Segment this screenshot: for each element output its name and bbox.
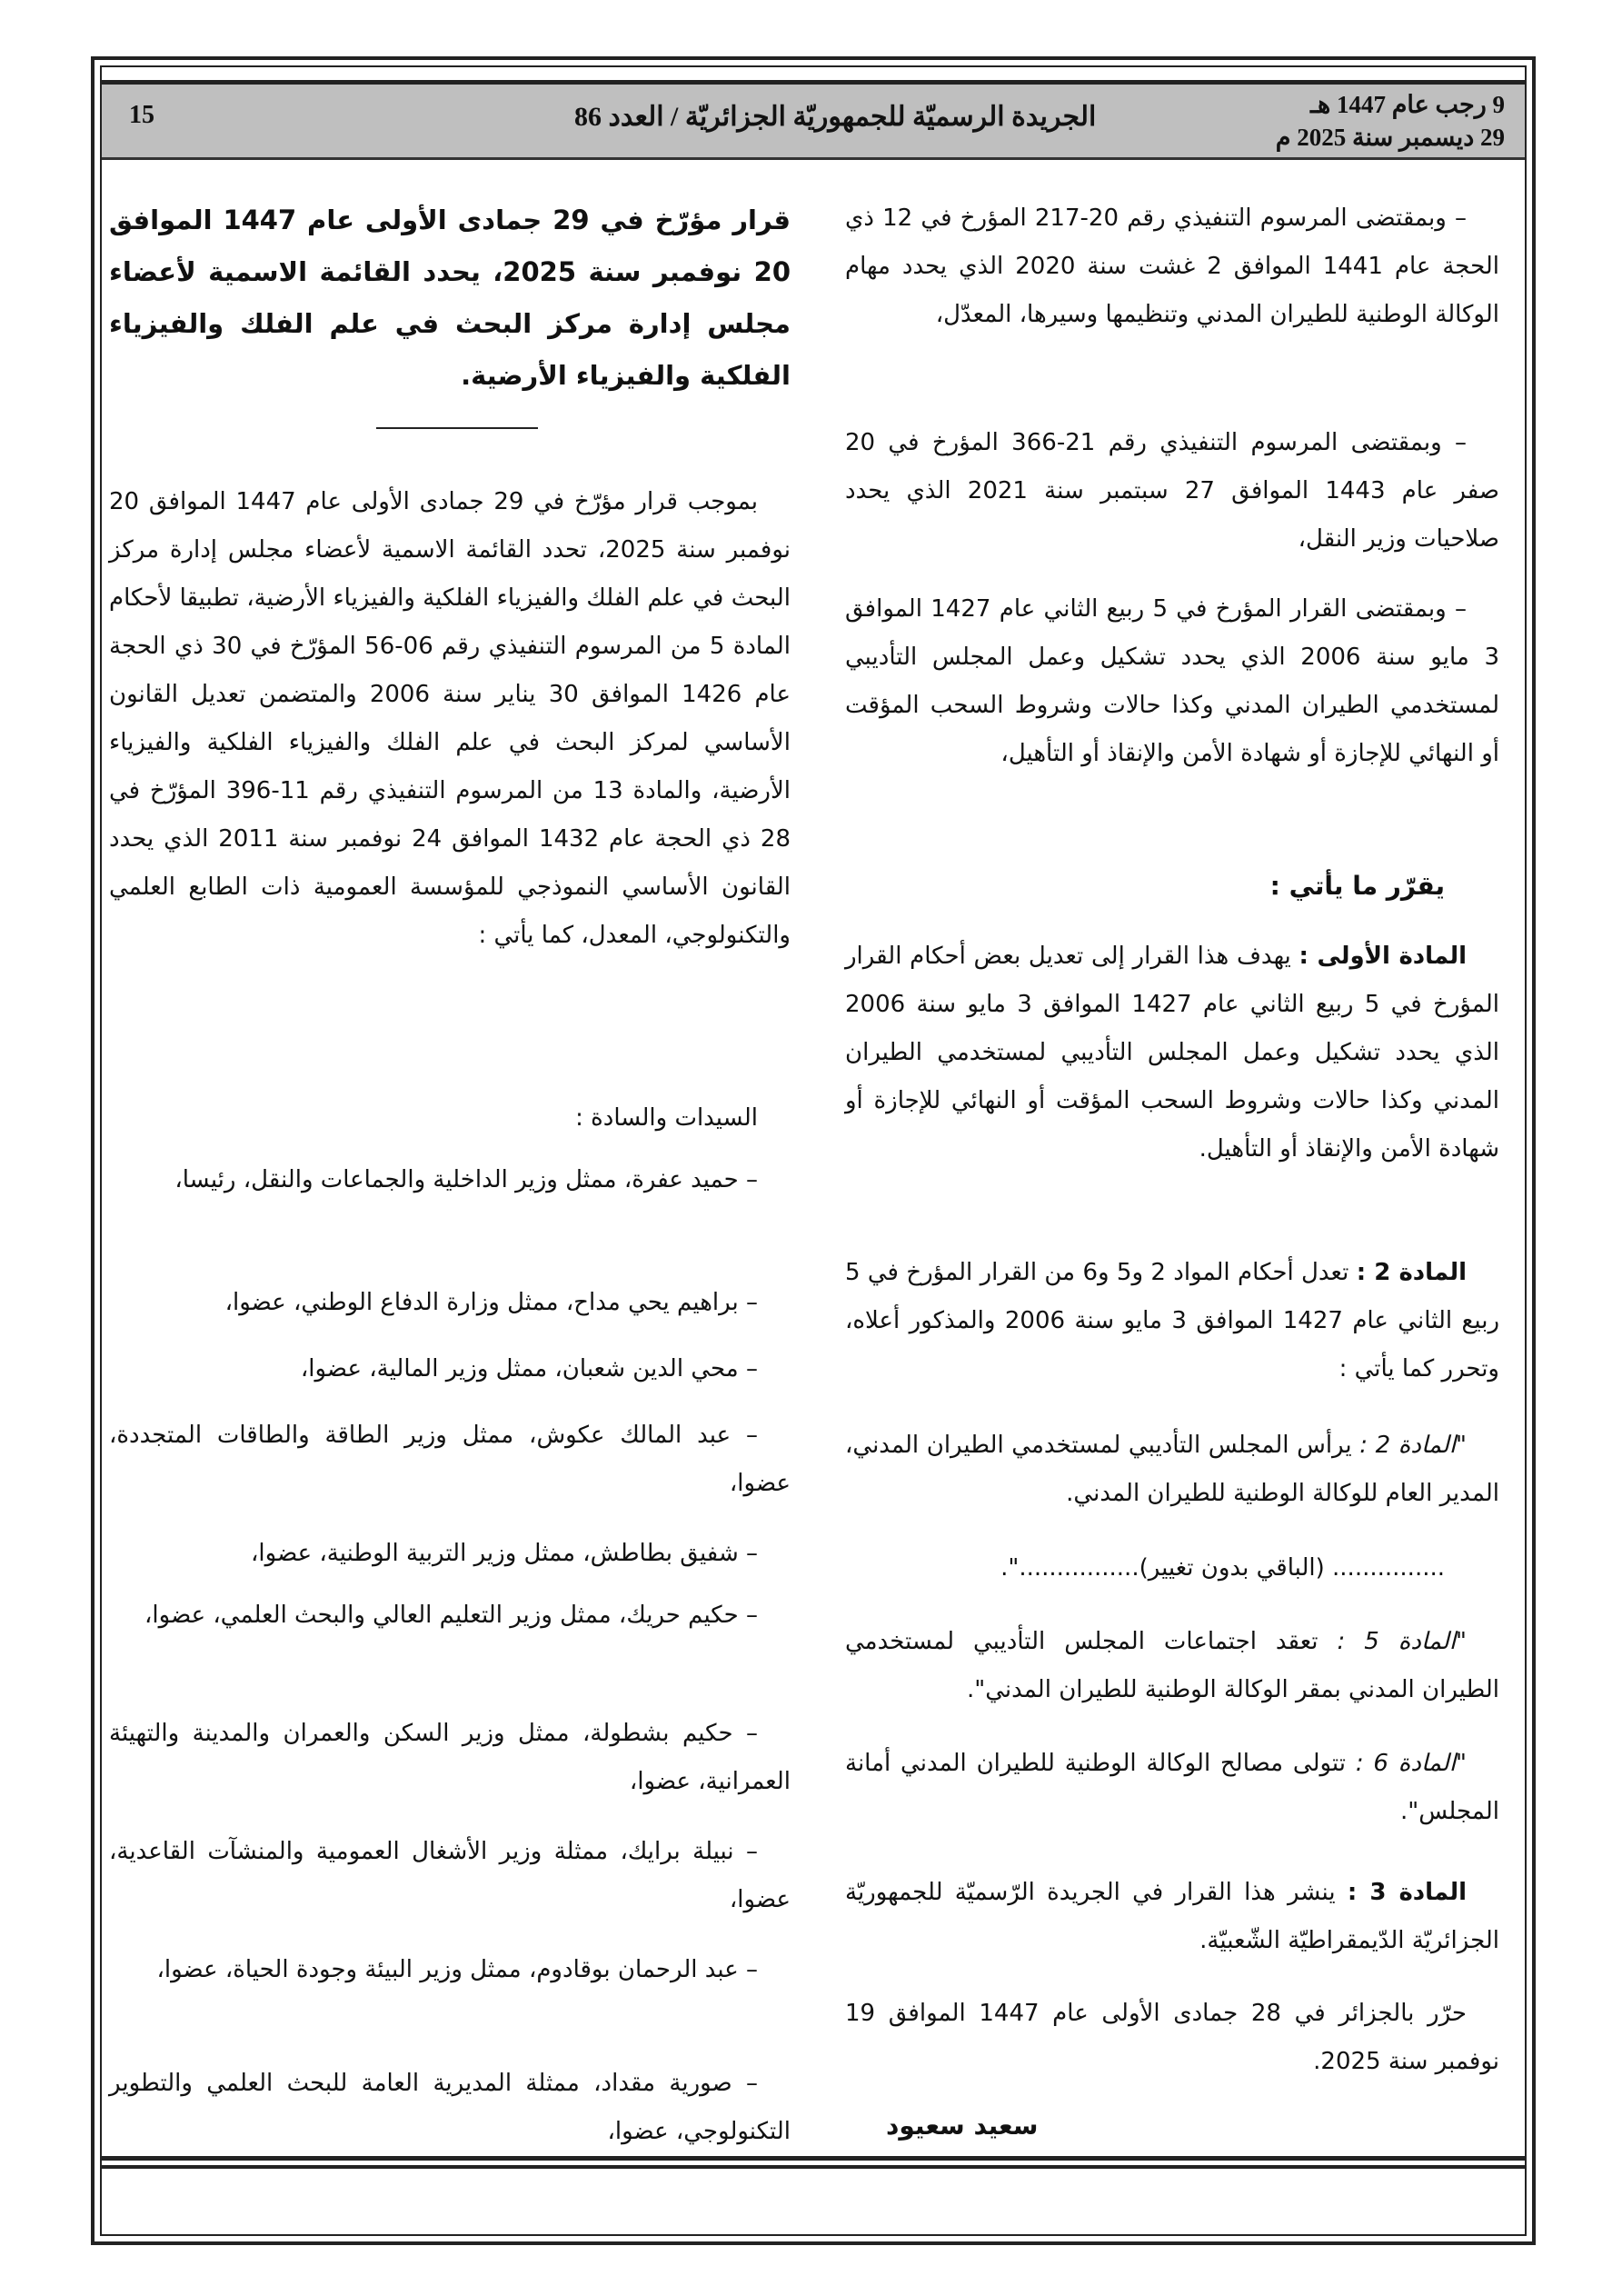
- member-item: – شفيق بطاطش، ممثل وزير التربية الوطنية، عضوا،: [251, 1540, 758, 1567]
- quoted-article-2-label: "المادة 2 :: [1359, 1432, 1467, 1459]
- page-number: 15: [129, 101, 154, 129]
- member-item: – عبد المالك عكوش، ممثل وزير الطاقة والطاقات المتجددة، عضوا،: [109, 1422, 791, 1497]
- article-2: [845, 1249, 1499, 1393]
- quoted-article-6: [845, 1740, 1499, 1836]
- quoted-article-2: [845, 1422, 1499, 1518]
- signature-name: سعيد سعيود: [886, 2111, 1039, 2141]
- bottom-double-rule: [100, 2165, 1527, 2169]
- quoted-article-6-label: "المادة 6 :: [1355, 1750, 1468, 1777]
- article-1: [845, 933, 1499, 1173]
- member-item: – محي الدين شعبان، ممثل وزير المالية، عضوا،: [300, 1355, 758, 1383]
- article-2-label: المادة 2 :: [1356, 1259, 1468, 1286]
- article-3-label: المادة 3 :: [1347, 1879, 1468, 1906]
- member-item: – حكيم حريك، ممثل وزير التعليم العالي والبحث العلمي، عضوا،: [144, 1602, 758, 1629]
- gazette-header: [102, 80, 1525, 160]
- article-2-text: تعدل أحكام المواد 2 و5 و6 من القرار المؤرخ في 5 ربيع الثاني عام 1427 الموافق 3 مايو سنة 2006 والمذكور أعلاه، وتحرر كما يأتي :: [845, 1259, 1499, 1383]
- quoted-article-6-text: تتولى مصالح الوكالة الوطنية للطيران المدني أمانة المجلس".: [845, 1750, 1499, 1825]
- decision-body: بموجب قرار مؤرّخ في 29 جمادى الأولى عام 1447 الموافق 20 نوفمبر سنة 2025، تحدد القائمة الاسمية لأعضاء مجلس إدارة مركز البحث في علم الفلك والفيزياء الفلكية والفيزياء الأرضية، تطبيقا لأحكام المادة 5 من المرسوم التنفيذي رقم 06-56 المؤرّخ في 30 ذي الحجة عام 1426 الموافق 30 يناير سنة 2006 والمتضمن تعديل القانون الأساسي لمركز البحث في علم الفلك والفيزياء الفلكية والفيزياء الأرضية، والمادة 13 من المرسوم التنفيذي رقم 11-396 المؤرّخ في 28 ذي الحجة عام 1432 الموافق 24 نوفمبر سنة 2011 الذي يحدد القانون الأساسي النموذجي للمؤسسة العمومية ذات الطابع العلمي والتكنولوجي، المعدل، كما يأتي :: [109, 488, 791, 949]
- member-item: – حميد عفرة، ممثل وزير الداخلية والجماعات والنقل، رئيسا،: [174, 1166, 758, 1193]
- remainder-unchanged: ............... (الباقي بدون تغيير)................".: [1000, 1554, 1445, 1582]
- member-item: – براهيم يحي مداح، ممثل وزارة الدفاع الوطني، عضوا،: [224, 1289, 758, 1316]
- quoted-article-5-label: "المادة 5 :: [1337, 1628, 1468, 1655]
- member-item: – عبد الرحمان بوقادوم، ممثل وزير البيئة وجودة الحياة، عضوا،: [156, 1956, 758, 1983]
- member-item: – صورية مقداد، ممثلة المديرية العامة للبحث العلمي والتطوير التكنولوجي، عضوا،: [109, 2070, 791, 2145]
- paragraph-decree-20-217: – وبمقتضى المرسوم التنفيذي رقم 20-217 المؤرخ في 12 ذي الحجة عام 1441 الموافق 2 غشت سنة 2020 الذي يحدد مهام الوكالة الوطنية للطيران المدني وتنظيمها وسيرها، المعدّل،: [845, 205, 1500, 328]
- members-heading: السيدات والسادة :: [575, 1104, 758, 1132]
- decides-heading: يقرّر ما يأتي :: [1269, 871, 1445, 901]
- paragraph-decision-2006: – وبمقتضى القرار المؤرخ في 5 ربيع الثاني عام 1427 الموافق 3 مايو سنة 2006 الذي يحدد تشكيل وعمل المجلس التأديبي لمستخدمي الطيران المدني وكذا حالات وشروط السحب المؤقت أو النهائي للإجازة أو شهادة الأمن والإنقاذ أو التأهيل،: [845, 595, 1499, 767]
- hijri-date: 9 رجب عام 1447 هـ: [1310, 91, 1505, 118]
- quoted-article-5: [845, 1618, 1499, 1714]
- member-item: – حكيم بشطولة، ممثل وزير السكن والعمران والمدينة والتهيئة العمرانية، عضوا،: [109, 1720, 791, 1795]
- quoted-article-5-text: تعقد اجتماعات المجلس التأديبي لمستخدمي الطيران المدني بمقر الوكالة الوطنية للطيران المدني".: [845, 1628, 1499, 1703]
- article-1-label: المادة الأولى :: [1299, 943, 1468, 970]
- bottom-double-rule: [100, 2156, 1527, 2161]
- gregorian-date: 29 ديسمبر سنة 2025 م: [1275, 124, 1505, 151]
- article-1-text: يهدف هذا القرار إلى تعديل بعض أحكام القرار المؤرخ في 5 ربيع الثاني عام 1427 الموافق 3 مايو سنة 2006 الذي يحدد تشكيل وعمل المجلس التأديبي لمستخدمي الطيران المدني وكذا حالات وشروط السحب المؤقت أو النهائي للإجازة أو شهادة الأمن والإنقاذ أو التأهيل.: [845, 943, 1499, 1163]
- title-divider: [376, 427, 538, 429]
- header-dates: [1276, 88, 1505, 154]
- decision-title: قرار مؤرّخ في 29 جمادى الأولى عام 1447 الموافق 20 نوفمبر سنة 2025، يحدد القائمة الاسمية لأعضاء مجلس إدارة مركز البحث في علم الفلك والفيزياء الفلكية والفيزياء الأرضية.: [109, 205, 791, 391]
- signed-place-date: حرّر بالجزائر في 28 جمادى الأولى عام 1447 الموافق 19 نوفمبر سنة 2025.: [845, 2000, 1499, 2075]
- article-3: [845, 1869, 1499, 1965]
- gazette-title: الجريدة الرسميّة للجمهوريّة الجزائريّة / العدد 86: [574, 102, 1097, 132]
- article-3-text: ينشر هذا القرار في الجريدة الرّسميّة للجمهوريّة الجزائريّة الدّيمقراطيّة الشّعبيّة.: [845, 1879, 1499, 1954]
- member-item: – نبيلة برايك، ممثلة وزير الأشغال العمومية والمنشآت القاعدية، عضوا،: [109, 1838, 791, 1913]
- paragraph-decree-21-366: – وبمقتضى المرسوم التنفيذي رقم 21-366 المؤرخ في 20 صفر عام 1443 الموافق 27 سبتمبر سنة 2021 الذي يحدد صلاحيات وزير النقل،: [845, 429, 1499, 553]
- quoted-article-2-text: يرأس المجلس التأديبي لمستخدمي الطيران المدني، المدير العام للوكالة الوطنية للطيران المدني.: [845, 1432, 1499, 1507]
